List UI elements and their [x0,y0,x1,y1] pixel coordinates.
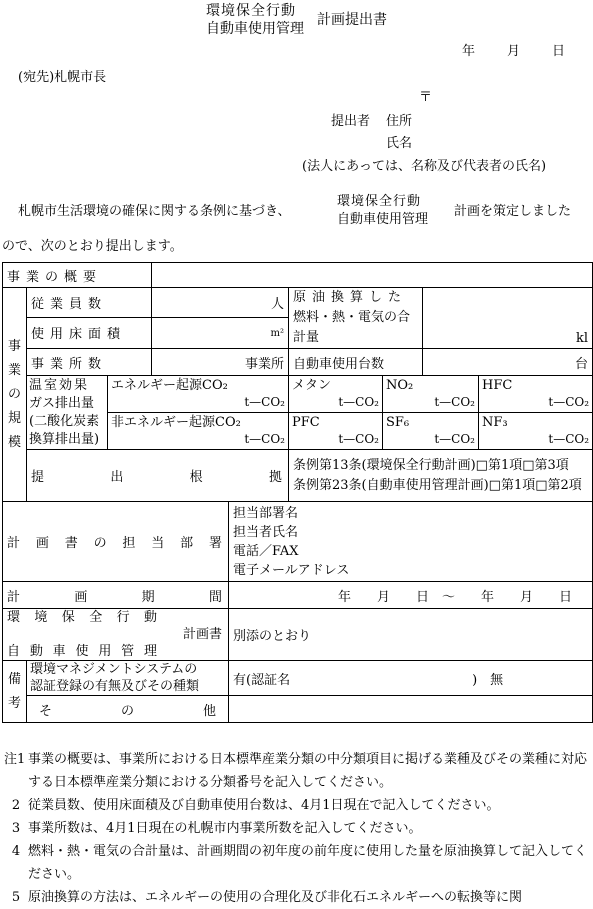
crude-unit: kl [575,331,589,346]
note-item: 2 従業員数、使用床面積及び自動車使用台数は、4月1日現在で記入してください。 [11,798,500,813]
addressee: (宛先)札幌市長 [18,70,107,85]
employees-label: 従業員数 [27,288,152,318]
offices-unit: 事業所 [244,356,284,372]
other-value[interactable] [229,696,593,723]
address-label: 住所 [386,114,413,129]
gas-methane[interactable]: メタン t—CO₂ [289,376,383,413]
basis-label: 提出根拠 [27,450,289,502]
gas-hfc[interactable]: HFC t—CO₂ [479,376,593,413]
ghg-label: 温室効果 ガス排出量 (二酸化炭素 換算排出量) [27,376,108,450]
vehicles-field[interactable] [423,349,593,376]
title-suffix: 計画提出書 [317,12,387,28]
title-option-1: 環境保全行動 [206,3,296,19]
gas-no2[interactable]: NO₂ t—CO₂ [383,376,479,413]
body-prefix: 札幌市生活環境の確保に関する条例に基づき、 [18,204,291,219]
basis-value[interactable]: 条例第13条(環境保全行動計画)□第1項□第3項 条例第23条(自動車使用管理計画)□第1項□第2項 [289,450,593,502]
note-item: 5 原油換算の方法は、エネルギーの使用の合理化及び非化石エネルギーへの転換等に関 [11,890,523,905]
floor-label: 使用床面積 [27,317,152,348]
other-label: その他 [27,696,229,723]
body-option-2: 自動車使用管理 [337,212,429,227]
crude-field[interactable] [423,288,593,349]
period-label: 計画期間 [3,582,229,609]
period-value[interactable]: 年 月 日 〜 年 月 日 [229,582,593,609]
note-item: 3 事業所数は、4月1日現在の札幌市内事業所数を記入してください。 [11,821,422,836]
corporate-note: (法人にあっては、名称及び代表者の氏名) [302,159,547,174]
floor-field[interactable] [152,317,289,348]
plan-value[interactable]: 別添のとおり [229,609,593,661]
gas-energy-co2[interactable]: エネルギー起源CO₂ t—CO₂ [108,376,289,413]
dept-label: 計画書の担当部署 [3,502,229,582]
floor-unit: m² [270,328,284,340]
gas-non-energy-co2[interactable]: 非エネルギー起源CO₂ t—CO₂ [108,413,289,450]
cert-value[interactable]: 有(認証名 ) 無 [229,661,593,696]
body-line-2: ので、次のとおり提出します。 [2,239,183,254]
title-option-2: 自動車使用管理 [206,21,304,37]
crude-label: 原油換算した 燃料・熱・電気の合計量 [289,288,423,349]
date-month: 月 [507,44,521,59]
plan-label: 環境保全行動 計画書 自動車使用管理 [3,609,229,661]
gas-nf3[interactable]: NF₃ t—CO₂ [479,413,593,450]
gas-pfc[interactable]: PFC t—CO₂ [289,413,383,450]
postal-mark: 〒 [419,90,433,105]
body-option-1: 環境保全行動 [337,194,422,209]
name-label: 氏名 [386,136,413,151]
notes [4,748,590,909]
body-suffix: 計画を策定しました [454,204,572,219]
date-day: 日 [552,44,566,59]
employees-field[interactable] [152,288,289,318]
offices-label: 事業所数 [27,349,152,376]
vehicles-unit: 台 [575,356,589,372]
date-year: 年 [462,44,476,59]
cert-label: 環境マネジメントシステムの 認証登録の有無及びその種類 [27,661,229,696]
submitter-label: 提出者 [331,114,371,129]
scale-label: 事 業 の 規 模 [3,288,27,502]
outline-value[interactable] [152,263,593,288]
gas-sf6[interactable]: SF₆ t—CO₂ [383,413,479,450]
note-item: 4 燃料・熱・電気の合計量は、計画期間の初年度の前年度に使用した量を原油換算して記入してください。 [11,844,588,882]
note-item: 注1 事業の概要は、事業所における日本標準産業分類の中分類項目に掲げる業種及びその業種に対応する日本標準産業分類における分類番号を記入してください。 [4,752,588,790]
plan-table [2,262,593,723]
vehicles-label: 自動車使用台数 [289,349,423,376]
dept-value[interactable]: 担当部署名 担当者氏名 電話／FAX 電子メールアドレス [229,502,593,582]
remarks-label: 備 考 [3,661,27,723]
employees-unit: 人 [270,296,284,312]
outline-label: 事業の概要 [3,263,152,288]
offices-field[interactable] [152,349,289,376]
